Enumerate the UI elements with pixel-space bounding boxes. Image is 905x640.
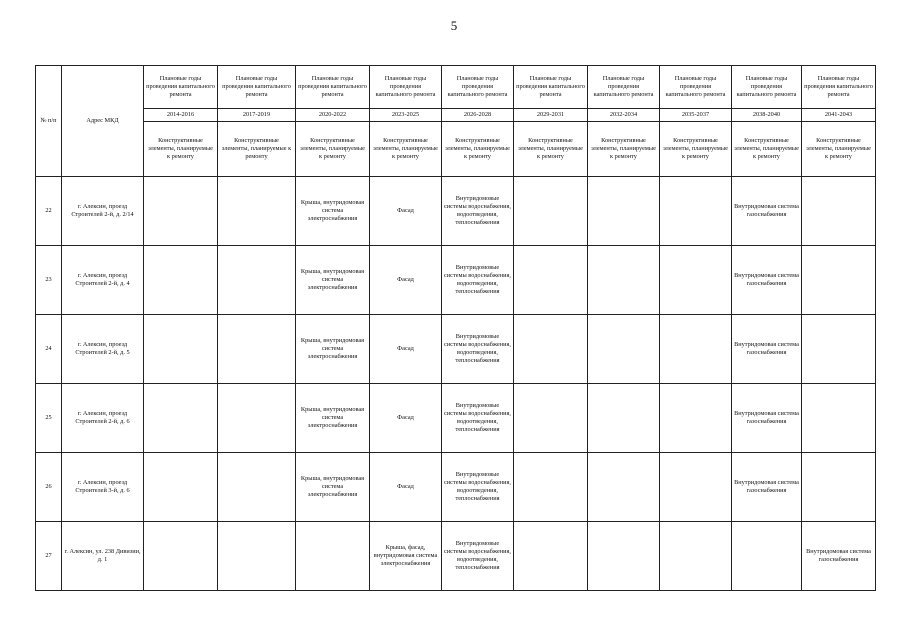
row-repair-elements: Фасад [370, 246, 442, 315]
table-row [36, 384, 876, 453]
header-period-years: 2020-2022 [296, 109, 370, 122]
row-repair-elements [802, 177, 876, 246]
row-repair-elements [588, 384, 660, 453]
row-repair-elements [144, 453, 218, 522]
row-repair-elements [514, 315, 588, 384]
header-period-years: 2035-2037 [660, 109, 732, 122]
row-repair-elements [218, 384, 296, 453]
table-row [36, 453, 876, 522]
row-number: 26 [36, 453, 62, 522]
table-row [36, 177, 876, 246]
row-repair-elements [588, 315, 660, 384]
row-repair-elements [218, 522, 296, 591]
row-repair-elements: Фасад [370, 315, 442, 384]
row-repair-elements: Внутридомовая система газоснабжения [732, 246, 802, 315]
row-repair-elements [218, 246, 296, 315]
row-repair-elements [514, 522, 588, 591]
row-address: г. Алексин, проезд Строителей 2-й, д. 4 [62, 246, 144, 315]
row-repair-elements: Крыша, внутридомовая система электроснабжения [296, 453, 370, 522]
row-repair-elements [732, 522, 802, 591]
row-repair-elements [660, 453, 732, 522]
row-repair-elements [588, 453, 660, 522]
row-repair-elements [802, 453, 876, 522]
row-repair-elements [660, 246, 732, 315]
header-period-title: Плановые годы проведения капитального ремонта [588, 66, 660, 109]
header-period-elements: Конструктивные элементы, планируемые к ремонту [514, 122, 588, 177]
header-period-elements: Конструктивные элементы, планируемые к ремонту [660, 122, 732, 177]
header-period-years: 2014-2016 [144, 109, 218, 122]
row-repair-elements [218, 453, 296, 522]
table-row [36, 522, 876, 591]
header-period-elements: Конструктивные элементы, планируемые к ремонту [370, 122, 442, 177]
row-address: г. Алексин, проезд Строителей 2-й, д. 2/14 [62, 177, 144, 246]
row-repair-elements [218, 315, 296, 384]
row-repair-elements [660, 315, 732, 384]
header-period-elements: Конструктивные элементы, планируемые к ремонту [218, 122, 296, 177]
row-repair-elements [514, 246, 588, 315]
header-period-title: Плановые годы проведения капитального ремонта [514, 66, 588, 109]
table-row [36, 246, 876, 315]
row-repair-elements: Внутридомовая система газоснабжения [732, 177, 802, 246]
row-repair-elements: Фасад [370, 177, 442, 246]
row-number: 23 [36, 246, 62, 315]
header-period-elements: Конструктивные элементы, планируемые к ремонту [802, 122, 876, 177]
header-period-elements: Конструктивные элементы, планируемые к ремонту [588, 122, 660, 177]
row-repair-elements [660, 522, 732, 591]
row-repair-elements [802, 246, 876, 315]
row-address: г. Алексин, проезд Строителей 2-й, д. 5 [62, 315, 144, 384]
row-repair-elements: Крыша, внутридомовая система электроснабжения [296, 384, 370, 453]
header-period-elements: Конструктивные элементы, планируемые к ремонту [296, 122, 370, 177]
row-repair-elements [144, 315, 218, 384]
row-repair-elements [660, 384, 732, 453]
row-repair-elements: Внутридомовые системы водоснабжения, водоотведения, теплоснабжения [442, 522, 514, 591]
row-repair-elements: Внутридомовые системы водоснабжения, водоотведения, теплоснабжения [442, 453, 514, 522]
row-repair-elements [802, 315, 876, 384]
header-period-years: 2038-2040 [732, 109, 802, 122]
row-address: г. Алексин, ул. 238 Дивизии, д. 1 [62, 522, 144, 591]
row-address: г. Алексин, проезд Строителей 3-й, д. 6 [62, 453, 144, 522]
row-repair-elements: Крыша, внутридомовая система электроснабжения [296, 177, 370, 246]
header-period-elements: Конструктивные элементы, планируемые к ремонту [732, 122, 802, 177]
row-repair-elements: Крыша, внутридомовая система электроснабжения [296, 315, 370, 384]
header-period-title: Плановые годы проведения капитального ремонта [296, 66, 370, 109]
row-number: 24 [36, 315, 62, 384]
row-repair-elements [514, 177, 588, 246]
row-repair-elements [588, 522, 660, 591]
row-repair-elements: Внутридомовые системы водоснабжения, водоотведения, теплоснабжения [442, 384, 514, 453]
row-repair-elements [296, 522, 370, 591]
page-number: 5 [450, 18, 458, 33]
header-period-years: 2023-2025 [370, 109, 442, 122]
row-repair-elements: Внутридомовая система газоснабжения [802, 522, 876, 591]
row-repair-elements: Крыша, фасад, внутридомовая система электроснабжения [370, 522, 442, 591]
row-repair-elements: Внутридомовая система газоснабжения [732, 384, 802, 453]
row-repair-elements [144, 384, 218, 453]
table-header [36, 66, 876, 177]
table-row [36, 315, 876, 384]
row-repair-elements [514, 384, 588, 453]
row-address: г. Алексин, проезд Строителей 2-й, д. 6 [62, 384, 144, 453]
row-repair-elements: Крыша, внутридомовая система электроснабжения [296, 246, 370, 315]
header-number-column: № п/п [36, 66, 62, 177]
row-repair-elements [218, 177, 296, 246]
header-period-years: 2026-2028 [442, 109, 514, 122]
row-repair-elements: Внутридомовые системы водоснабжения, водоотведения, теплоснабжения [442, 177, 514, 246]
header-address-column: Адрес МКД [62, 66, 144, 177]
header-period-elements: Конструктивные элементы, планируемые к ремонту [144, 122, 218, 177]
row-repair-elements [144, 246, 218, 315]
header-period-title: Плановые годы проведения капитального ремонта [442, 66, 514, 109]
row-repair-elements [660, 177, 732, 246]
row-repair-elements [802, 384, 876, 453]
header-period-title: Плановые годы проведения капитального ремонта [660, 66, 732, 109]
header-period-title: Плановые годы проведения капитального ремонта [370, 66, 442, 109]
row-repair-elements: Внутридомовые системы водоснабжения, водоотведения, теплоснабжения [442, 315, 514, 384]
row-repair-elements [588, 246, 660, 315]
header-period-years: 2029-2031 [514, 109, 588, 122]
row-repair-elements [144, 177, 218, 246]
header-period-years: 2032-2034 [588, 109, 660, 122]
row-repair-elements [144, 522, 218, 591]
header-period-title: Плановые годы проведения капитального ремонта [802, 66, 876, 109]
row-repair-elements: Фасад [370, 384, 442, 453]
row-number: 22 [36, 177, 62, 246]
header-period-elements: Конструктивные элементы, планируемые к ремонту [442, 122, 514, 177]
header-period-years: 2017-2019 [218, 109, 296, 122]
row-repair-elements: Внутридомовая система газоснабжения [732, 453, 802, 522]
header-period-title: Плановые годы проведения капитального ремонта [732, 66, 802, 109]
capital-repair-schedule-table [35, 65, 876, 591]
header-period-title: Плановые годы проведения капитального ремонта [218, 66, 296, 109]
header-period-years: 2041-2043 [802, 109, 876, 122]
row-repair-elements: Внутридомовые системы водоснабжения, водоотведения, теплоснабжения [442, 246, 514, 315]
row-number: 25 [36, 384, 62, 453]
row-repair-elements: Фасад [370, 453, 442, 522]
row-repair-elements [514, 453, 588, 522]
header-period-title: Плановые годы проведения капитального ремонта [144, 66, 218, 109]
row-number: 27 [36, 522, 62, 591]
table-body [36, 177, 876, 591]
row-repair-elements: Внутридомовая система газоснабжения [732, 315, 802, 384]
row-repair-elements [588, 177, 660, 246]
